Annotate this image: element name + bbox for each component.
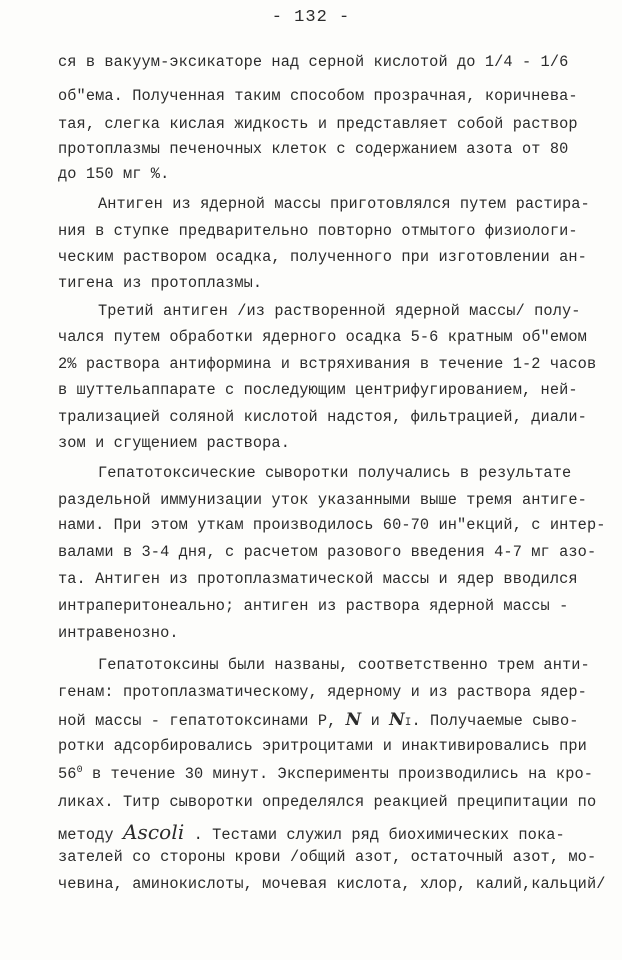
- text-line: трализацией соляной кислотой надстоя, фильтрацией, диали-: [58, 408, 587, 426]
- text-line: Антиген из ядерной массы приготовлялся путем растира-: [98, 195, 590, 213]
- text-segment: и: [361, 712, 390, 730]
- handwritten-symbol: N: [389, 710, 405, 730]
- text-line: об"ема. Полученная таким способом прозрачная, коричнева-: [58, 87, 578, 105]
- text-line: в шуттельаппарате с последующим центрифугированием, ней-: [58, 381, 578, 399]
- text-line: чевина, аминокислоты, мочевая кислота, хлор, калий,кальций/: [58, 875, 606, 893]
- text-line: до 150 мг %.: [58, 165, 170, 183]
- text-line: чался путем обработки ядерного осадка 5-6 кратным об"емом: [58, 328, 587, 346]
- text-line-temperature: [58, 765, 593, 783]
- text-line: та. Антиген из протоплазматической массы и ядер вводился: [58, 570, 578, 588]
- text-line: зателей со стороны крови /общий азот, остаточный азот, мо-: [58, 848, 597, 866]
- text-line: раздельной иммунизации уток указанными выше тремя антиге-: [58, 491, 587, 509]
- page-number: - 132 -: [271, 8, 351, 27]
- text-line: Гепатотоксические сыворотки получались в результате: [98, 464, 572, 482]
- text-line: 2% раствора антиформина и встряхивания в течение 1-2 часов: [58, 355, 597, 373]
- text-line: валами в 3-4 дня, с расчетом разового введения 4-7 мг азо-: [58, 543, 597, 561]
- text-segment: в течение 30 минут. Эксперименты производились на кро-: [82, 765, 594, 783]
- superscript: 0: [76, 765, 83, 776]
- handwritten-symbol: N: [345, 710, 362, 730]
- text-segment: . Тестами служил ряд биохимических пока-: [184, 826, 565, 844]
- text-line: Гепатотоксины были названы, соответственно трем анти-: [98, 656, 590, 674]
- text-line: ликах. Титр сыворотки определялся реакцией преципитации по: [58, 793, 597, 811]
- text-segment: ной массы - гепатотоксинами Р,: [58, 712, 346, 730]
- text-line: тая, слегка кислая жидкость и представляет собой раствор: [58, 115, 578, 133]
- text-line-hepatotoxins: [58, 710, 579, 730]
- text-line: генам: протоплазматическому, ядерному и из раствора ядер-: [58, 683, 587, 701]
- text-line-ascoli: [58, 820, 565, 844]
- text-segment: 56: [58, 765, 77, 783]
- text-line: ческим раствором осадка, полученного при изготовлении ан-: [58, 248, 587, 266]
- text-line: протоплазмы печеночных клеток с содержанием азота от 80: [58, 140, 569, 158]
- text-line: нами. При этом уткам производилось 60-70 ин"екций, с интер-: [58, 516, 606, 534]
- text-line: интраперитонеально; антиген из раствора ядерной массы -: [58, 597, 569, 615]
- text-segment: . Получаемые сыво-: [411, 712, 579, 730]
- text-line: ротки адсорбировались эритроцитами и инактивировались при: [58, 737, 587, 755]
- text-line: ния в ступке предварительно повторно отмытого физиологи-: [58, 222, 578, 240]
- text-line: интравенозно.: [58, 624, 179, 642]
- subscript: I: [404, 717, 412, 729]
- text-line: Третий антиген /из растворенной ядерной массы/ полу-: [98, 302, 581, 320]
- text-line: ся в вакуум-эксикаторе над серной кислотой до 1/4 - 1/6: [58, 53, 569, 71]
- text-line: зом и сгущением раствора.: [58, 434, 290, 452]
- text-segment: методу: [58, 826, 123, 844]
- handwritten-name: Ascoli: [122, 820, 185, 844]
- text-line: тигена из протоплазмы.: [58, 274, 263, 292]
